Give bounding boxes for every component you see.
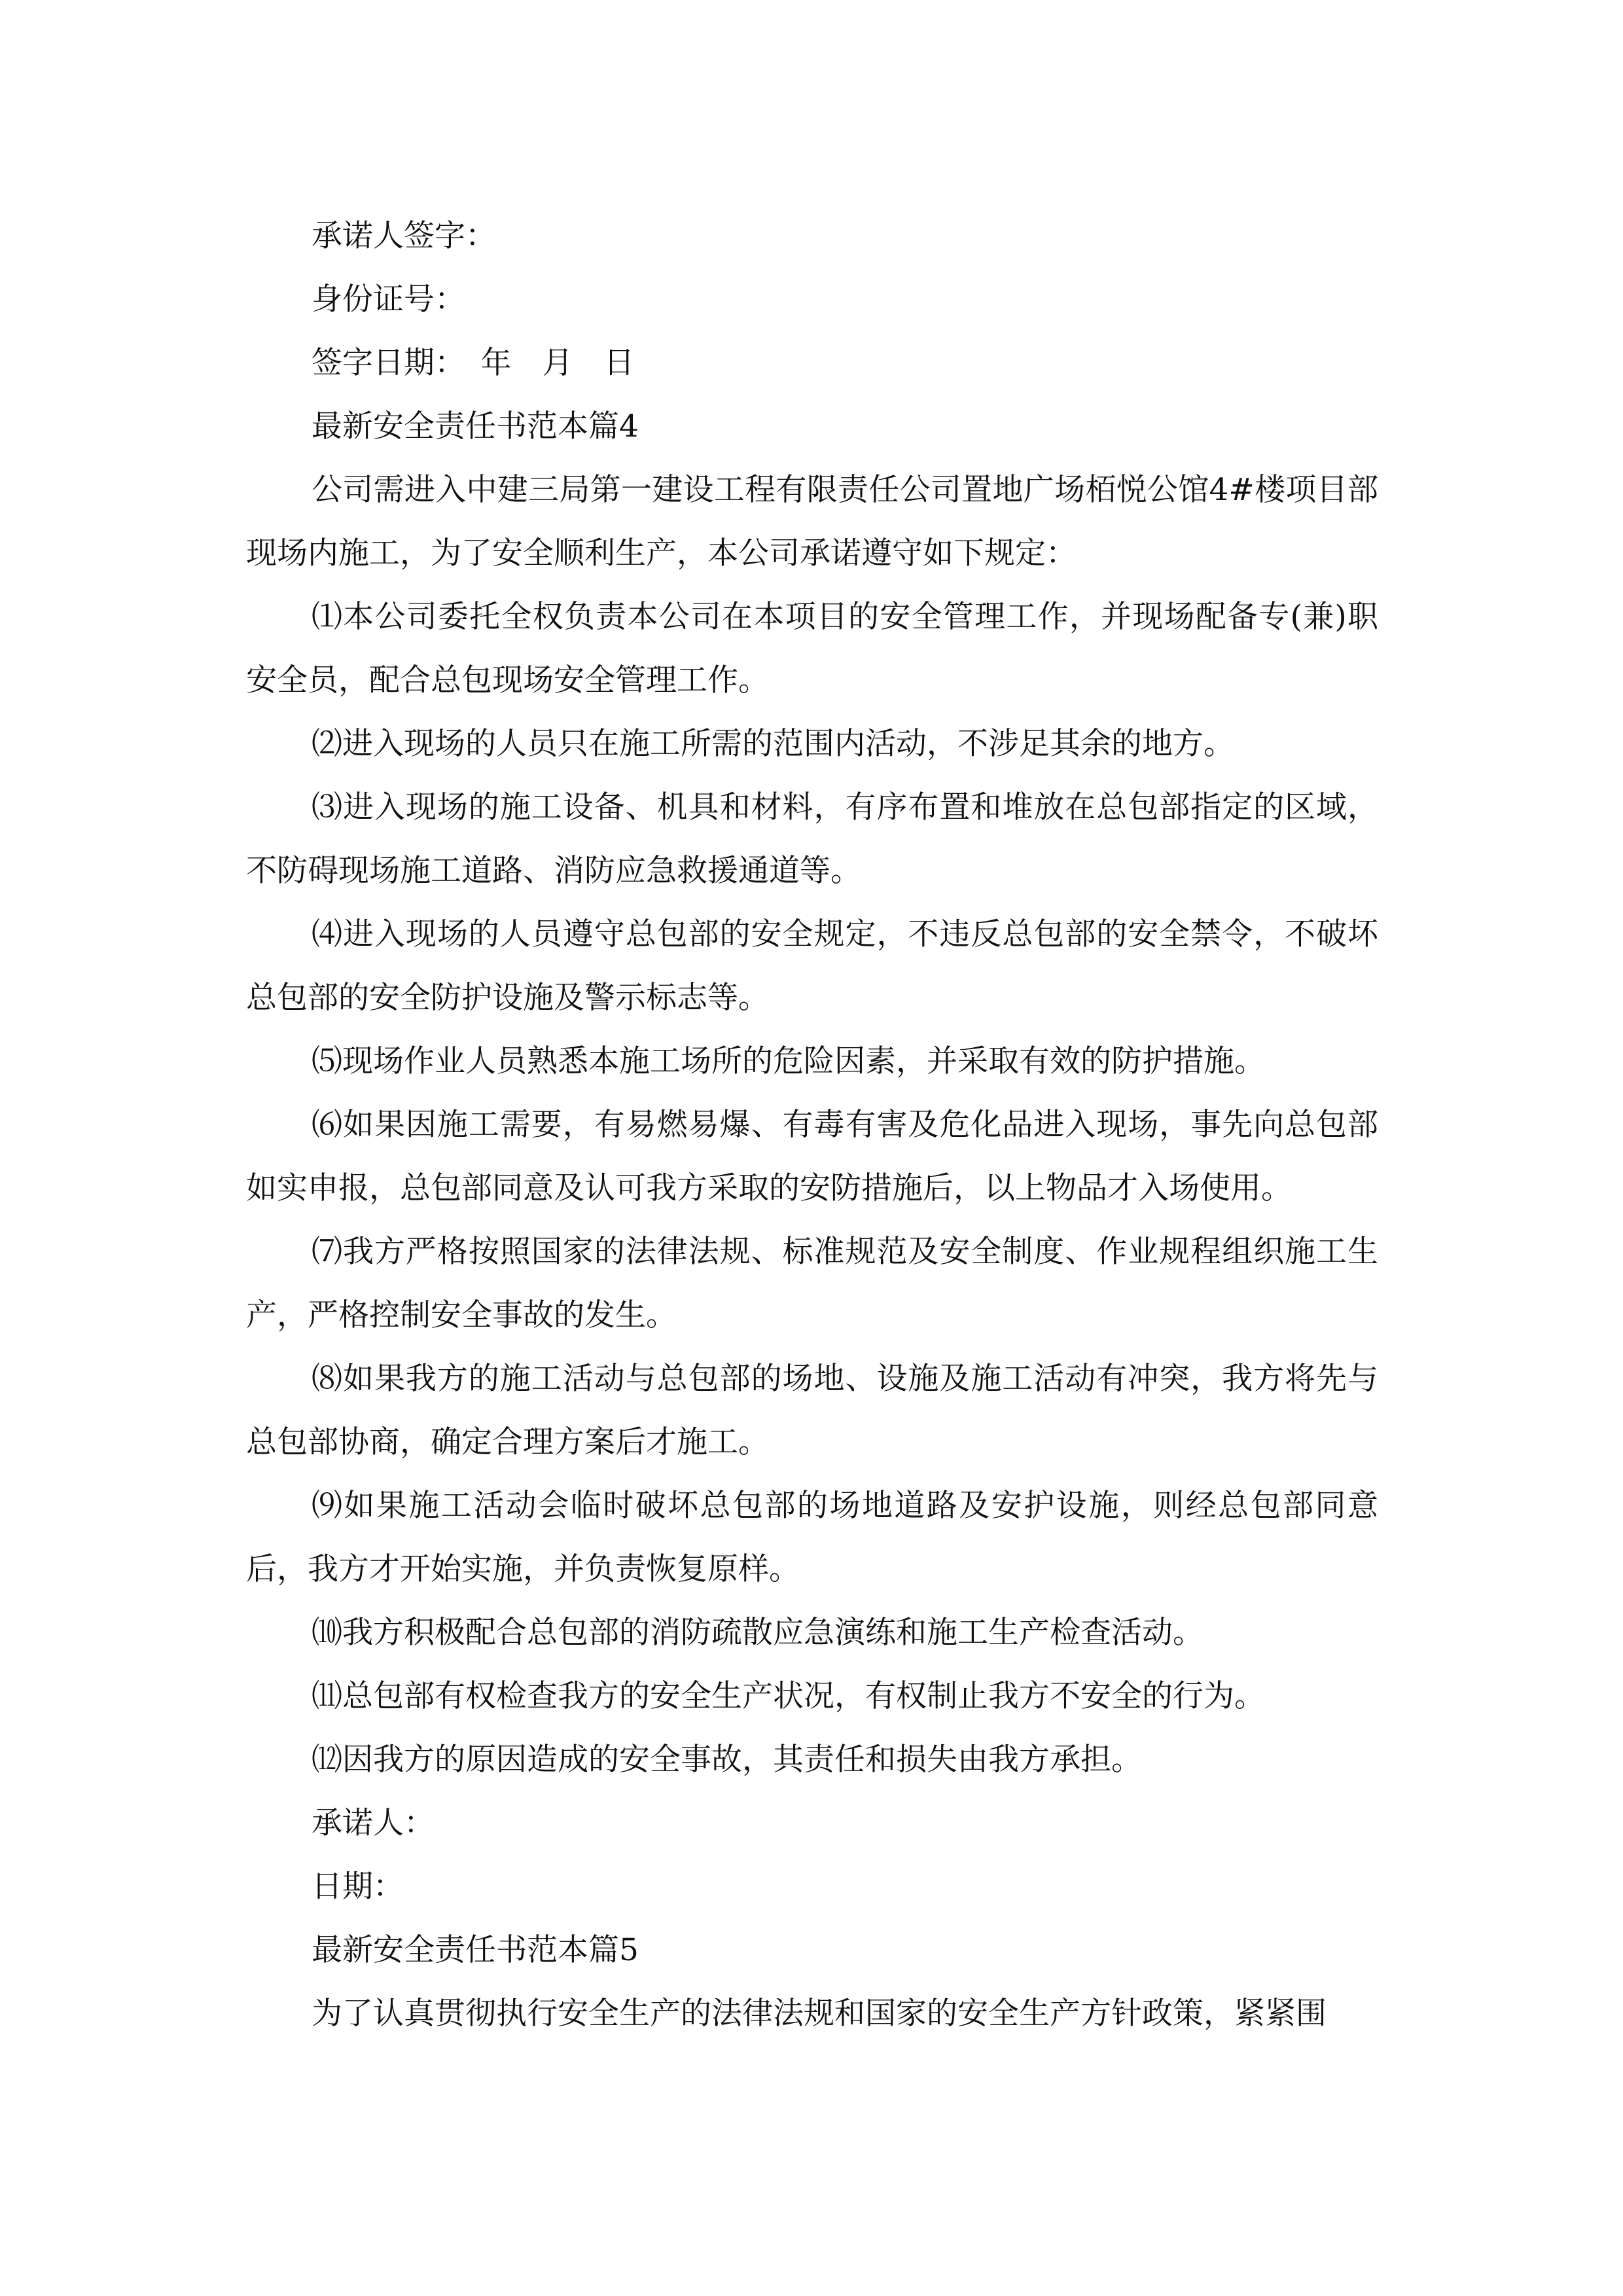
signer-signature-label: 承诺人签字： xyxy=(312,218,496,254)
section-4-item: ⑻如果我方的施工活动与总包部的场地、设施及施工活动有冲突，我方将先与总包部协商，确定合理方案后才施工。 xyxy=(246,1361,1378,1460)
section-4-item: ⑸现场作业人员熟悉本施工场所的危险因素，并采取有效的防护措施。 xyxy=(312,1043,1265,1079)
section-4-item: ⑴本公司委托全权负责本公司在本项目的安全管理工作，并现场配备专(兼)职安全员，配合总包现场安全管理工作。 xyxy=(246,599,1378,698)
section-4-item: ⑽我方积极配合总包部的消防疏散应急演练和施工生产检查活动。 xyxy=(312,1615,1204,1651)
section-4-heading: 最新安全责任书范本篇4 xyxy=(312,408,639,444)
document-body xyxy=(246,204,1378,2045)
section-4-item: ⑼如果施工活动会临时破坏总包部的场地道路及安护设施，则经总包部同意后，我方才开始实施，并负责恢复原样。 xyxy=(246,1488,1378,1587)
section-4-item: ⑶进入现场的施工设备、机具和材料，有序布置和堆放在总包部指定的区域，不防碍现场施工道路、消防应急救援通道等。 xyxy=(246,789,1378,889)
id-number-label: 身份证号： xyxy=(312,281,465,317)
sign-date-label: 签字日期： 年 月 日 xyxy=(312,345,635,381)
date-label: 日期： xyxy=(312,1869,404,1905)
section-5-heading: 最新安全责任书范本篇5 xyxy=(312,1932,639,1968)
section-5-intro: 为了认真贯彻执行安全生产的法律法规和国家的安全生产方针政策，紧紧围 xyxy=(312,1996,1327,2032)
section-4-item: ⑾总包部有权检查我方的安全生产状况，有权制止我方不安全的行为。 xyxy=(312,1678,1265,1714)
section-4-item: ⑿因我方的原因造成的安全事故，其责任和损失由我方承担。 xyxy=(312,1742,1142,1778)
promisor-label: 承诺人： xyxy=(312,1805,435,1841)
section-4-item: ⑺我方严格按照国家的法律法规、标准规范及安全制度、作业规程组织施工生产，严格控制安全事故的发生。 xyxy=(246,1234,1378,1333)
section-4-item: ⑹如果因施工需要，有易燃易爆、有毒有害及危化品进入现场，事先向总包部如实申报，总包部同意及认可我方采取的安防措施后，以上物品才入场使用。 xyxy=(246,1107,1378,1206)
section-4-item: ⑷进入现场的人员遵守总包部的安全规定，不违反总包部的安全禁令，不破坏总包部的安全防护设施及警示标志等。 xyxy=(246,916,1378,1016)
section-4-item: ⑵进入现场的人员只在施工所需的范围内活动，不涉足其余的地方。 xyxy=(312,726,1234,762)
section-4-intro: 公司需进入中建三局第一建设工程有限责任公司置地广场栢悦公馆4#楼项目部现场内施工，为了安全顺利生产，本公司承诺遵守如下规定： xyxy=(246,472,1378,571)
